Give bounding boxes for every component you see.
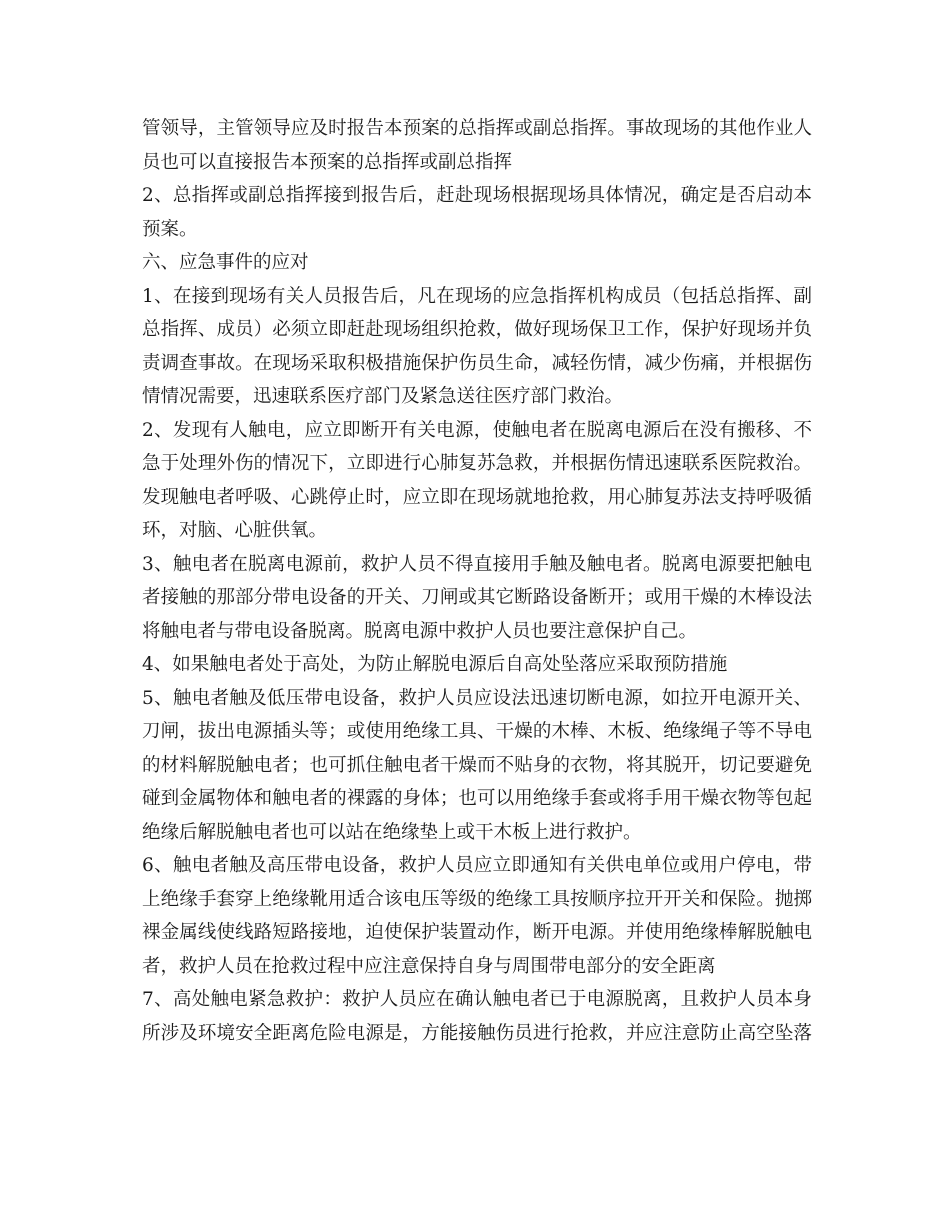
text-line: 7、高处触电紧急救护：救护人员应在确认触电者已于电源脱离，且救护人员本身: [142, 989, 812, 1010]
text-line: 的材料解脱触电者；也可抓住触电者干燥而不贴身的衣物，将其脱开，切记要避免: [142, 754, 812, 776]
text-line: 环，对脑、心脏供氧。: [142, 520, 328, 541]
text-line: 者，救护人员在抢救过程中应注意保持自身与周围带电部分的安全距离: [142, 955, 716, 977]
text-line: 所涉及环境安全距离危险电源是，方能接触伤员进行抢救，并应注意防止高空坠落: [142, 1022, 812, 1044]
text-line: 裸金属线使线路短路接地，迫使保护装置动作，断开电源。并使用绝缘棒解脱触电: [142, 922, 812, 943]
text-line: 总指挥、成员）必须立即赶赴现场组织抢救，做好现场保卫工作，保护好现场并负: [142, 319, 812, 340]
text-line: 5、触电者触及低压带电设备，救护人员应设法迅速切断电源，如拉开电源开关、: [142, 687, 812, 709]
text-line: 发现触电者呼吸、心跳停止时，应立即在现场就地抢救，用心肺复苏法支持呼吸循: [142, 486, 812, 508]
text-line: 将触电者与带电设备脱离。脱离电源中救护人员也要注意保护自己。: [142, 620, 698, 642]
text-line: 六、应急事件的应对: [142, 252, 309, 273]
text-line: 情情况需要，迅速联系医疗部门及紧急送往医疗部门救治。: [142, 386, 624, 407]
text-line: 2、发现有人触电，应立即断开有关电源，使触电者在脱离电源后在没有搬移、不: [142, 419, 812, 441]
text-line: 员也可以直接报告本预案的总指挥或副总指挥: [142, 151, 513, 173]
text-line: 3、触电者在脱离电源前，救护人员不得直接用手触及触电者。脱离电源要把触电: [142, 553, 812, 575]
text-line: 碰到金属物体和触电者的裸露的身体；也可以用绝缘手套或将手用干燥衣物等包起: [142, 788, 812, 809]
text-line: 2、总指挥或副总指挥接到报告后，赶赴现场根据现场具体情况，确定是否启动本: [142, 185, 812, 206]
text-line: 刀闸，拔出电源插头等；或使用绝缘工具、干燥的木棒、木板、绝缘绳子等不导电: [142, 721, 812, 742]
text-line: 预案。: [142, 218, 198, 240]
text-line: 1、在接到现场有关人员报告后，凡在现场的应急指挥机构成员（包括总指挥、副: [142, 285, 812, 307]
text-line: 管领导，主管领导应及时报告本预案的总指挥或副总指挥。事故现场的其他作业人: [142, 118, 812, 139]
text-line: 6、触电者触及高压带电设备，救护人员应立即通知有关供电单位或用户停电，带: [142, 855, 812, 876]
text-line: 绝缘后解脱触电者也可以站在绝缘垫上或干木板上进行救护。: [142, 821, 642, 843]
text-line: 上绝缘手套穿上绝缘靴用适合该电压等级的绝缘工具按顺序拉开开关和保险。抛掷: [142, 888, 812, 910]
document-body: [142, 112, 812, 1050]
text-line: 责调查事故。在现场采取积极措施保护伤员生命，减轻伤情，减少伤痛，并根据伤: [142, 352, 812, 374]
text-line: 者接触的那部分带电设备的开关、刀闸或其它断路设备断开；或用干燥的木棒设法: [142, 587, 812, 608]
text-line: 急于处理外伤的情况下，立即进行心肺复苏急救，并根据伤情迅速联系医院救治。: [142, 453, 812, 474]
text-line: 4、如果触电者处于高处，为防止解脱电源后自高处坠落应采取预防措施: [142, 654, 728, 675]
